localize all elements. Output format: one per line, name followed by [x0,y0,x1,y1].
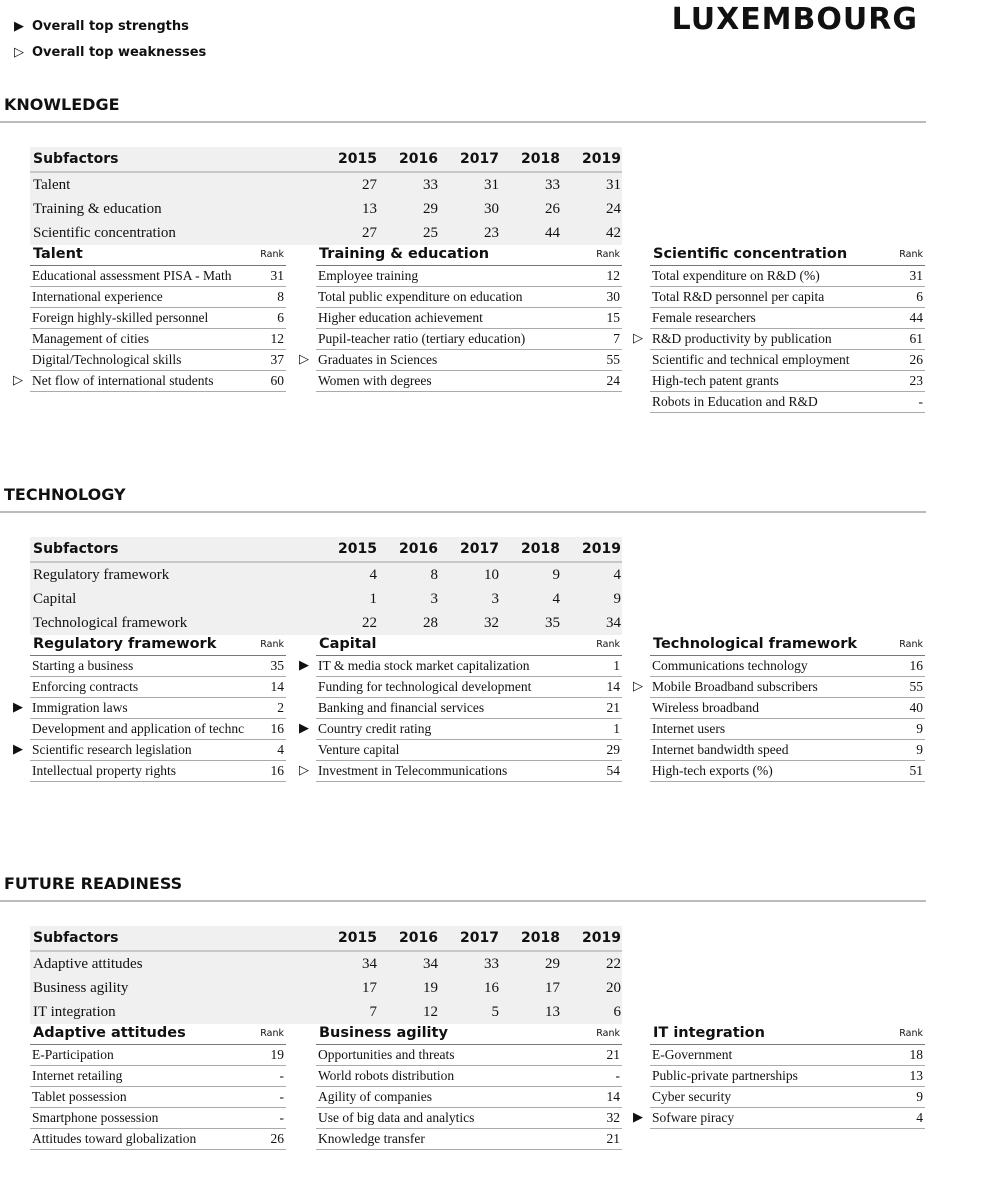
criteria-title: Regulatory framework [33,636,217,652]
subfactor-rank: 3 [430,590,438,607]
criteria-rank: 23 [909,373,923,388]
rank-label: Rank [899,1027,923,1039]
criteria-row [30,287,286,308]
criteria-name: E-Participation [32,1047,114,1062]
subfactor-rank: 32 [484,614,499,631]
subfactors-header: Subfactors [33,541,119,557]
criteria-row [316,1087,622,1108]
criteria-row [13,698,286,719]
criteria-name: Attitudes toward globalization [32,1131,197,1146]
criteria-name: Starting a business [32,658,134,673]
criteria-rank: 16 [909,658,923,673]
criteria-name: Net flow of international students [32,373,214,388]
criteria-title: Technological framework [653,636,858,652]
year-header: 2019 [582,151,621,167]
criteria-row [30,656,286,677]
criteria-rank: 14 [606,679,620,694]
criteria-rank: 16 [270,763,284,778]
criteria-row [299,350,622,371]
criteria-row [650,1045,925,1066]
criteria-rank: 12 [606,268,620,283]
criteria-row [650,266,925,287]
subfactor-name: Business agility [33,979,129,996]
criteria-rank: 60 [270,373,284,388]
subfactor-rank: 7 [369,1003,377,1020]
criteria-name: Total public expenditure on education [318,289,523,304]
criteria-name: Women with degrees [318,373,432,388]
criteria-row [650,1087,925,1108]
subfactor-row [30,976,622,1000]
subfactor-rank: 6 [613,1003,621,1020]
criteria-row [650,740,925,761]
criteria-table [633,1022,925,1129]
criteria-row [316,1108,622,1129]
subfactors-header-row [30,926,622,952]
subfactor-row [30,221,622,245]
criteria-rank: - [279,1089,284,1104]
year-header: 2015 [338,151,377,167]
year-header: 2018 [521,930,560,946]
criteria-row [633,1108,925,1129]
criteria-row [650,392,925,413]
criteria-header [650,633,925,656]
section-divider [0,511,926,513]
criteria-rank: - [279,1110,284,1125]
criteria-name: E-Government [652,1047,733,1062]
subfactor-rank: 19 [423,979,438,996]
criteria-rank: 44 [909,310,923,325]
rank-label: Rank [596,1027,620,1039]
year-header: 2019 [582,930,621,946]
criteria-rank: 31 [909,268,923,283]
subfactor-rank: 27 [362,176,377,193]
year-header: 2017 [460,151,499,167]
criteria-rank: 21 [606,700,620,715]
criteria-row [30,350,286,371]
criteria-name: Banking and financial services [318,700,485,715]
criteria-row [316,1066,622,1087]
criteria-rank: 12 [270,331,284,346]
subfactor-name: Capital [33,590,77,607]
criteria-row [299,656,622,677]
criteria-name: Scientific and technical employment [652,352,850,367]
outline-triangle-icon: ▷ [299,763,309,778]
criteria-name: Female researchers [652,310,756,325]
criteria-row [13,740,286,761]
criteria-rank: - [918,394,923,409]
criteria-name: Educational assessment PISA - Math [32,268,232,283]
subfactor-rank: 16 [484,979,499,996]
rank-label: Rank [260,1027,284,1039]
criteria-name: Agility of companies [318,1089,432,1104]
filled-triangle-icon: ▶ [299,658,309,673]
legend-weaknesses [14,45,206,60]
criteria-row [30,266,286,287]
subfactor-name: Technological framework [33,614,188,631]
criteria-row [316,266,622,287]
criteria-rank: 14 [606,1089,620,1104]
criteria-title: Adaptive attitudes [33,1025,186,1041]
criteria-row [316,287,622,308]
criteria-row [30,677,286,698]
outline-triangle-icon: ▷ [13,373,23,388]
criteria-rank: 21 [606,1131,620,1146]
section-title: TECHNOLOGY [4,485,126,504]
criteria-rank: - [615,1068,620,1083]
criteria-title: Capital [319,636,377,652]
criteria-name: Communications technology [652,658,808,673]
subfactor-rank: 9 [613,590,621,607]
subfactor-rank: 31 [606,176,621,193]
subfactor-rank: 28 [423,614,438,631]
criteria-rank: 55 [606,352,620,367]
criteria-row [13,371,286,392]
subfactor-rank: 30 [484,200,499,217]
outline-triangle-icon: ▷ [299,352,309,367]
year-header: 2017 [460,541,499,557]
criteria-row [650,350,925,371]
criteria-name: Enforcing contracts [32,679,139,694]
criteria-name: Venture capital [318,742,400,757]
criteria-row [316,308,622,329]
filled-triangle-icon: ▶ [299,721,309,736]
criteria-rank: 51 [909,763,923,778]
criteria-row [316,1129,622,1150]
criteria-row [650,656,925,677]
criteria-row [316,677,622,698]
subfactors-table [30,926,622,1024]
criteria-name: Tablet possession [32,1089,127,1104]
criteria-name: Employee training [318,268,419,283]
criteria-row [316,698,622,719]
criteria-name: Pupil-teacher ratio (tertiary education) [318,331,526,346]
criteria-row [30,308,286,329]
criteria-rank: 6 [916,289,923,304]
criteria-row [650,371,925,392]
criteria-name: Higher education achievement [318,310,483,325]
subfactor-rank: 24 [606,200,621,217]
subfactor-rank: 27 [362,224,377,241]
criteria-title: Training & education [319,246,490,262]
criteria-header [316,243,622,266]
criteria-rank: 1 [613,721,620,736]
criteria-rank: 16 [270,721,284,736]
criteria-rank: 26 [909,352,923,367]
criteria-row [316,371,622,392]
criteria-header [650,1022,925,1045]
rank-label: Rank [260,638,284,650]
criteria-name: Immigration laws [32,700,128,715]
criteria-row [650,308,925,329]
subfactors-header-row [30,537,622,563]
filled-triangle-icon: ▶ [13,742,23,757]
criteria-rank: 29 [606,742,620,757]
criteria-name: Internet users [652,721,726,736]
criteria-row [30,1045,286,1066]
legend-strengths [14,19,189,34]
criteria-row [650,719,925,740]
criteria-name: Robots in Education and R&D [652,394,818,409]
criteria-name: Use of big data and analytics [318,1110,475,1125]
criteria-rank: 15 [606,310,620,325]
subfactor-rank: 9 [552,566,560,583]
subfactors-header: Subfactors [33,151,119,167]
criteria-rank: 24 [606,373,620,388]
criteria-rank: 1 [613,658,620,673]
outline-triangle-icon: ▷ [14,45,24,60]
subfactor-row [30,563,622,587]
rank-label: Rank [260,248,284,260]
subfactor-row [30,197,622,221]
criteria-title: IT integration [653,1025,765,1041]
subfactor-name: Scientific concentration [33,224,176,241]
criteria-table [30,1022,286,1150]
criteria-name: Country credit rating [318,721,432,736]
criteria-rank: 7 [613,331,620,346]
subfactor-rank: 33 [484,955,499,972]
criteria-rank: 40 [909,700,923,715]
subfactor-name: Talent [33,176,71,193]
criteria-table [316,1022,622,1150]
subfactor-rank: 8 [430,566,438,583]
criteria-name: Mobile Broadband subscribers [652,679,818,694]
criteria-name: High-tech exports (%) [652,763,773,778]
criteria-row [650,761,925,782]
criteria-name: Intellectual property rights [32,763,176,778]
criteria-rank: 6 [277,310,284,325]
country-title: LUXEMBOURG [671,2,918,37]
criteria-rank: 14 [270,679,284,694]
criteria-table [633,243,925,413]
criteria-header [650,243,925,266]
criteria-table [13,243,286,392]
subfactor-row [30,173,622,197]
criteria-header [30,1022,286,1045]
criteria-name: Digital/Technological skills [32,352,182,367]
subfactor-rank: 34 [362,955,377,972]
criteria-name: Knowledge transfer [318,1131,425,1146]
section-title: FUTURE READINESS [4,874,183,893]
subfactor-name: IT integration [33,1003,116,1020]
criteria-name: Wireless broadband [652,700,760,715]
subfactor-rank: 17 [545,979,560,996]
criteria-rank: 54 [606,763,620,778]
criteria-rank: 2 [277,700,284,715]
criteria-table [633,633,925,782]
criteria-row [30,761,286,782]
criteria-name: Graduates in Sciences [318,352,438,367]
subfactors-table [30,147,622,245]
subfactor-rank: 44 [545,224,560,241]
criteria-row [633,677,925,698]
year-header: 2015 [338,930,377,946]
filled-triangle-icon: ▶ [633,1110,643,1125]
subfactor-name: Regulatory framework [33,566,170,583]
subfactors-header: Subfactors [33,930,119,946]
criteria-row [650,1066,925,1087]
subfactor-rank: 10 [484,566,499,583]
criteria-title: Business agility [319,1025,448,1041]
criteria-rank: 55 [909,679,923,694]
outline-triangle-icon: ▷ [633,679,643,694]
criteria-rank: 9 [916,721,923,736]
section-divider [0,121,926,123]
criteria-row [30,1108,286,1129]
criteria-name: Public-private partnerships [652,1068,798,1083]
criteria-name: IT & media stock market capitalization [318,658,530,673]
subfactor-row [30,1000,622,1024]
criteria-name: Development and application of technc [32,721,245,736]
criteria-name: Opportunities and threats [318,1047,455,1062]
criteria-rank: 31 [270,268,284,283]
section-divider [0,900,926,902]
criteria-name: Sofware piracy [652,1110,735,1125]
criteria-row [316,1045,622,1066]
subfactor-rank: 4 [369,566,377,583]
criteria-rank: 19 [270,1047,284,1062]
criteria-name: Investment in Telecommunications [318,763,508,778]
criteria-rank: 26 [270,1131,284,1146]
subfactor-rank: 22 [362,614,377,631]
criteria-rank: 32 [606,1110,620,1125]
subfactor-rank: 25 [423,224,438,241]
rank-label: Rank [899,248,923,260]
criteria-name: Internet retailing [32,1068,123,1083]
year-header: 2016 [399,930,438,946]
criteria-name: Internet bandwidth speed [652,742,789,757]
criteria-row [650,287,925,308]
subfactor-rank: 17 [362,979,377,996]
criteria-name: Funding for technological development [318,679,532,694]
criteria-name: High-tech patent grants [652,373,779,388]
subfactor-rank: 26 [545,200,560,217]
year-header: 2019 [582,541,621,557]
section-title: KNOWLEDGE [4,95,120,114]
criteria-table [299,243,622,392]
subfactor-rank: 29 [545,955,560,972]
subfactor-rank: 13 [545,1003,560,1020]
criteria-row [30,1129,286,1150]
criteria-name: Cyber security [652,1089,732,1104]
criteria-table [299,633,622,782]
criteria-rank: 8 [277,289,284,304]
criteria-rank: 4 [277,742,284,757]
criteria-row [30,329,286,350]
criteria-rank: - [279,1068,284,1083]
filled-triangle-icon: ▶ [13,700,23,715]
subfactor-row [30,587,622,611]
criteria-title: Scientific concentration [653,246,848,262]
subfactors-header-row [30,147,622,173]
subfactor-rank: 29 [423,200,438,217]
subfactor-rank: 12 [423,1003,438,1020]
criteria-row [633,329,925,350]
criteria-rank: 18 [909,1047,923,1062]
legend-strengths-label: Overall top strengths [32,19,189,34]
criteria-row [299,719,622,740]
subfactor-name: Training & education [33,200,162,217]
subfactor-row [30,952,622,976]
year-header: 2018 [521,541,560,557]
criteria-rank: 4 [916,1110,923,1125]
subfactor-rank: 31 [484,176,499,193]
criteria-rank: 61 [909,331,923,346]
criteria-name: R&D productivity by publication [652,331,832,346]
subfactor-rank: 34 [423,955,438,972]
subfactor-rank: 20 [606,979,621,996]
rank-label: Rank [596,638,620,650]
subfactor-rank: 35 [545,614,560,631]
rank-label: Rank [899,638,923,650]
subfactor-rank: 4 [552,590,560,607]
criteria-header [316,633,622,656]
rank-label: Rank [596,248,620,260]
criteria-rank: 35 [270,658,284,673]
year-header: 2016 [399,541,438,557]
criteria-name: International experience [32,289,163,304]
criteria-name: Total R&D personnel per capita [652,289,825,304]
criteria-name: Total expenditure on R&D (%) [652,268,820,283]
criteria-rank: 13 [909,1068,923,1083]
subfactor-row [30,611,622,635]
criteria-table [13,633,286,782]
criteria-name: Smartphone possession [32,1110,159,1125]
filled-triangle-icon: ▶ [14,19,24,34]
criteria-rank: 21 [606,1047,620,1062]
criteria-row [316,740,622,761]
criteria-row [316,329,622,350]
criteria-rank: 37 [270,352,284,367]
criteria-row [30,1087,286,1108]
subfactor-rank: 5 [491,1003,499,1020]
subfactor-rank: 22 [606,955,621,972]
criteria-name: Scientific research legislation [32,742,192,757]
criteria-row [299,761,622,782]
subfactor-rank: 1 [369,590,377,607]
criteria-rank: 30 [606,289,620,304]
criteria-header [30,633,286,656]
subfactor-rank: 34 [606,614,621,631]
subfactors-table [30,537,622,635]
subfactor-name: Adaptive attitudes [33,955,143,972]
criteria-name: Management of cities [32,331,149,346]
subfactor-rank: 4 [613,566,621,583]
criteria-title: Talent [33,246,83,262]
criteria-header [316,1022,622,1045]
criteria-rank: 9 [916,742,923,757]
year-header: 2018 [521,151,560,167]
criteria-name: World robots distribution [318,1068,455,1083]
subfactor-rank: 13 [362,200,377,217]
subfactor-rank: 23 [484,224,499,241]
subfactor-rank: 33 [423,176,438,193]
criteria-row [30,1066,286,1087]
outline-triangle-icon: ▷ [633,331,643,346]
year-header: 2017 [460,930,499,946]
legend-weaknesses-label: Overall top weaknesses [32,45,207,60]
criteria-rank: 9 [916,1089,923,1104]
subfactor-rank: 3 [491,590,499,607]
year-header: 2016 [399,151,438,167]
year-header: 2015 [338,541,377,557]
criteria-row [650,698,925,719]
subfactor-rank: 42 [606,224,621,241]
criteria-header [30,243,286,266]
subfactor-rank: 33 [545,176,560,193]
criteria-row [30,719,286,740]
criteria-name: Foreign highly-skilled personnel [32,310,209,325]
